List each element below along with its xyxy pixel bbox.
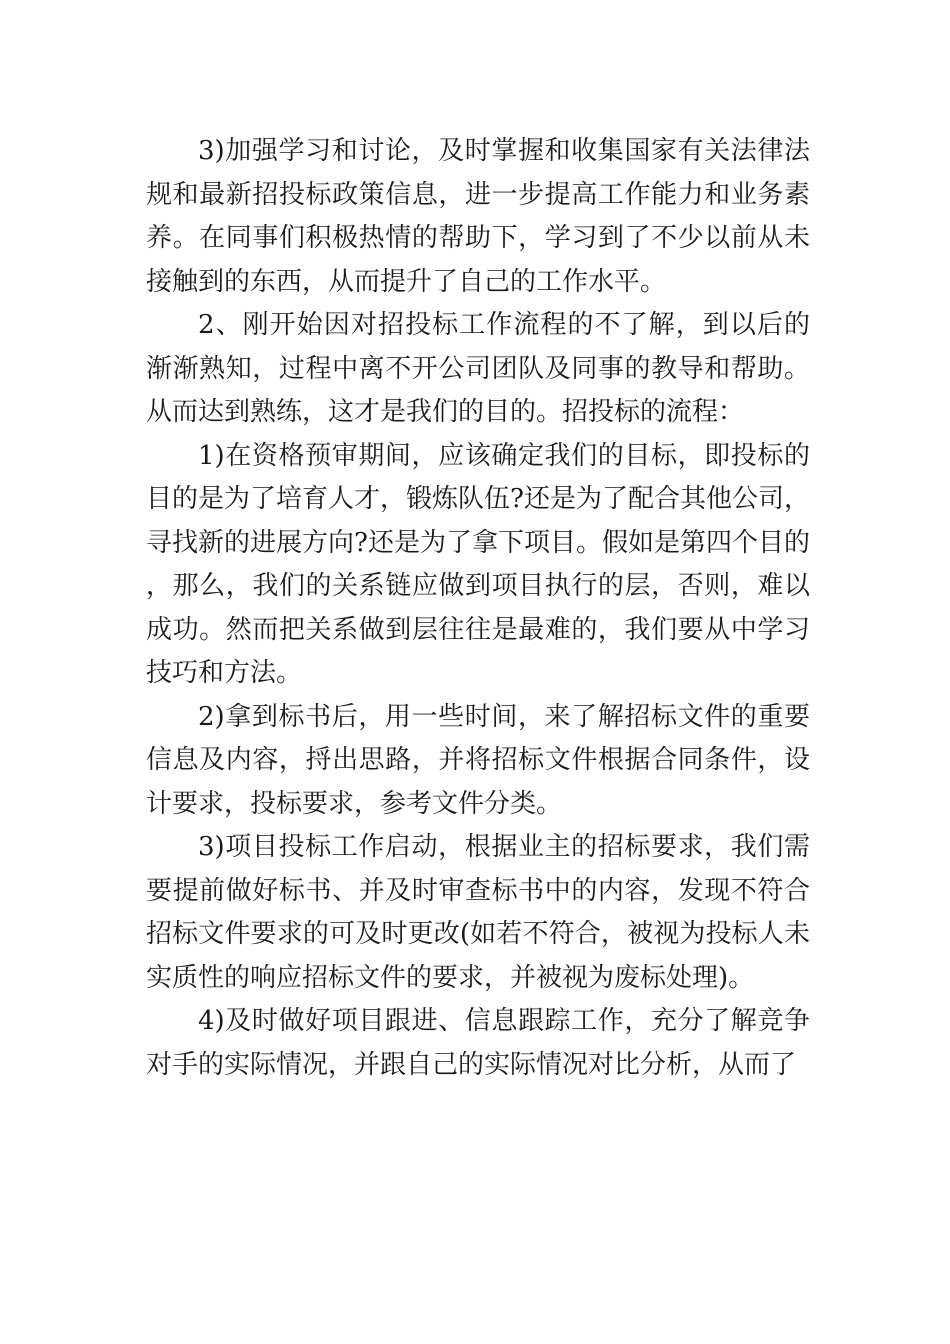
paragraph-5: 3)项目投标工作启动，根据业主的招标要求，我们需要提前做好标书、并及时审查标书中的内容，发现不符合招标文件要求的可及时更改(如若不符合，被视为投标人未实质性的响应招标文件的要求，并被视为废标处理)。 [146, 832, 810, 993]
paragraph-4: 2)拿到标书后，用一些时间，来了解招标文件的重要信息及内容，捋出思路，并将招标文件根据合同条件，设计要求，投标要求，参考文件分类。 [146, 701, 810, 819]
paragraph-6: 4)及时做好项目跟进、信息跟踪工作，充分了解竞争对手的实际情况，并跟自己的实际情况对比分析，从而了 [146, 1006, 810, 1080]
paragraph-1: 3)加强学习和讨论，及时掌握和收集国家有关法律法规和最新招投标政策信息，进一步提高工作能力和业务素养。在同事们积极热情的帮助下，学习到了不少以前从未接触到的东西，从而提升了自己的工作水平。 [146, 136, 810, 297]
paragraph-2: 2、刚开始因对招投标工作流程的不了解，到以后的渐渐熟知，过程中离不开公司团队及同事的教导和帮助。从而达到熟练，这才是我们的目的。招投标的流程： [146, 310, 810, 427]
paragraph-3: 1)在资格预审期间，应该确定我们的目标，即投标的目的是为了培育人才，锻炼队伍?还是为了配合其他公司，寻找新的进展方向?还是为了拿下项目。假如是第四个目的，那么，我们的关系链应做到项目执行的层，否则，难以成功。然而把关系做到层往往是最难的，我们要从中学习技巧和方法。 [146, 440, 810, 688]
document-body [146, 130, 810, 1087]
